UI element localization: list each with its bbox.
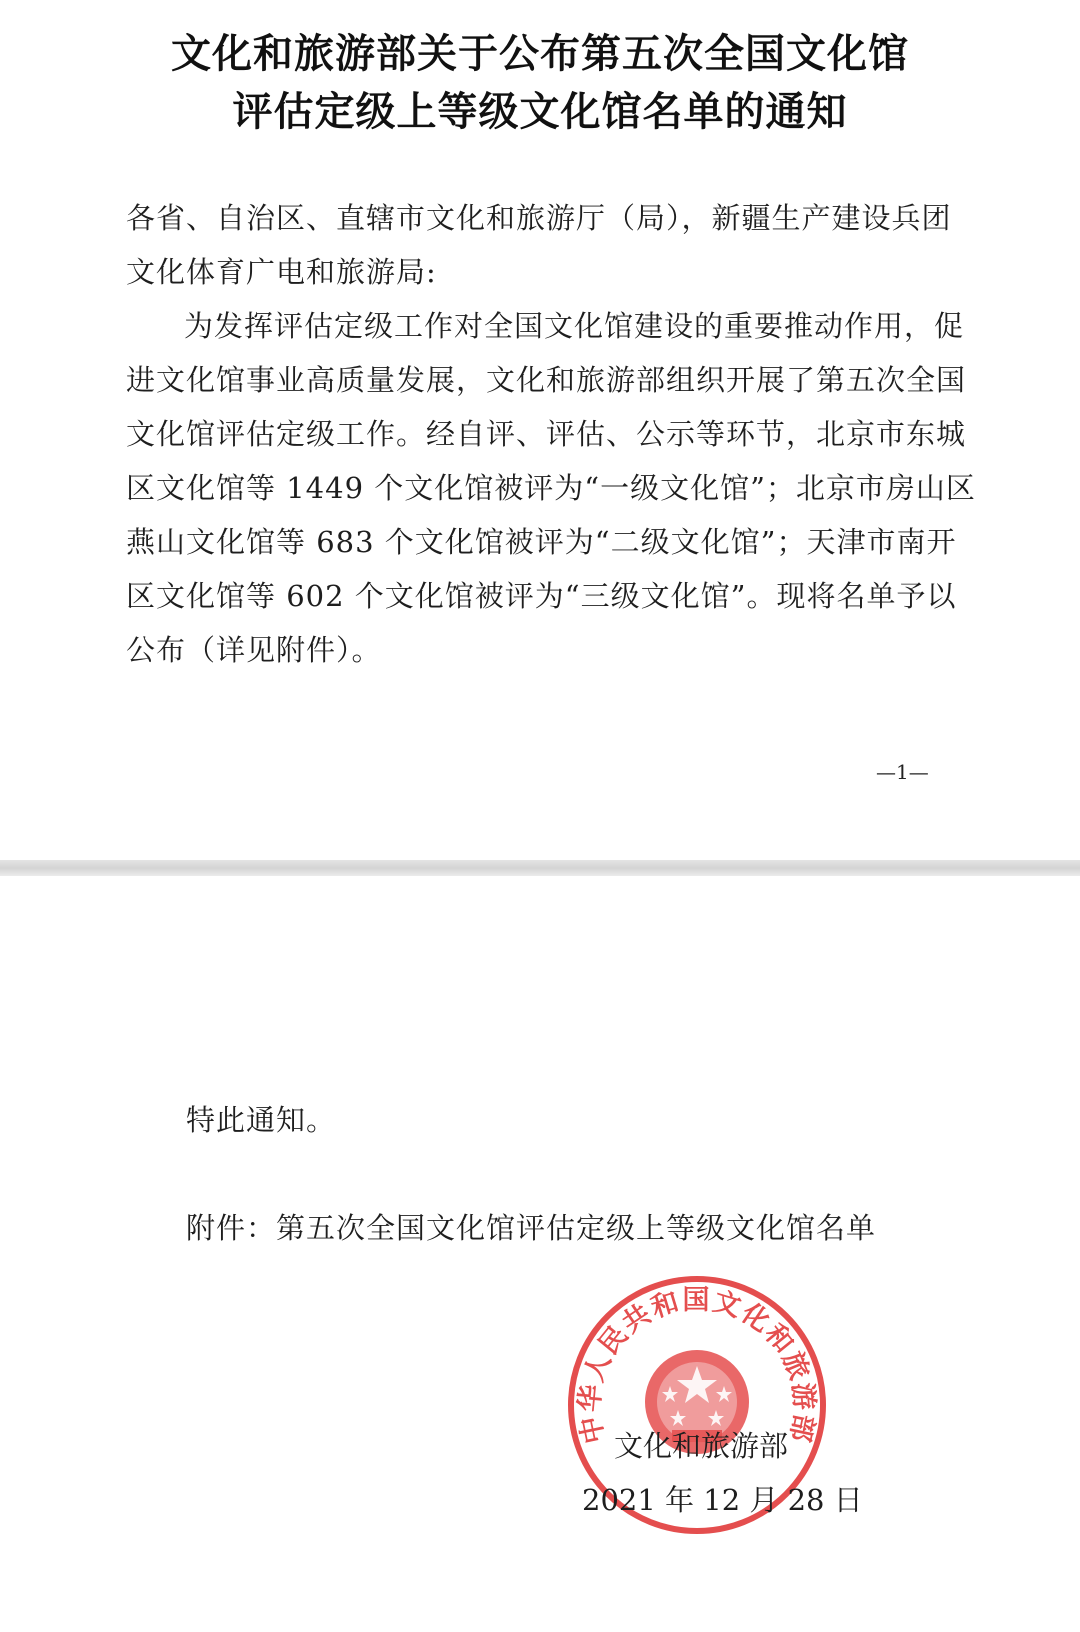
body-line-4: 区文化馆等 1449 个文化馆被评为“一级文化馆”；北京市房山区 bbox=[126, 471, 976, 505]
salutation-line-1: 各省、自治区、直辖市文化和旅游厅（局），新疆生产建设兵团 bbox=[126, 201, 952, 235]
document-page-2 bbox=[0, 876, 1080, 1632]
body-line-2: 进文化馆事业高质量发展，文化和旅游部组织开展了第五次全国 bbox=[126, 363, 967, 397]
body-line-7: 公布（详见附件）。 bbox=[126, 633, 382, 667]
body-line-5: 燕山文化馆等 683 个文化馆被评为“二级文化馆”；天津市南开 bbox=[126, 525, 957, 559]
page-separator bbox=[0, 860, 1080, 876]
body-line-3: 文化馆评估定级工作。经自评、评估、公示等环节，北京市东城 bbox=[126, 417, 967, 451]
attachment-line: 附件：第五次全国文化馆评估定级上等级文化馆名单 bbox=[186, 1211, 877, 1245]
seal-text: 中华人民共和国文化和旅游部 bbox=[574, 1284, 820, 1447]
closing-text: 特此通知。 bbox=[186, 1103, 337, 1137]
document-title-line-2: 评估定级上等级文化馆名单的通知 bbox=[232, 89, 848, 135]
issuer-name: 文化和旅游部 bbox=[614, 1429, 789, 1463]
document-title-line-1: 文化和旅游部关于公布第五次全国文化馆 bbox=[171, 31, 909, 77]
salutation-line-2: 文化体育广电和旅游局: bbox=[126, 255, 437, 289]
body-line-1: 为发挥评估定级工作对全国文化馆建设的重要推动作用，促 bbox=[184, 309, 965, 343]
page-number: —1— bbox=[876, 760, 929, 784]
body-line-6: 区文化馆等 602 个文化馆被评为“三级文化馆”。现将名单予以 bbox=[126, 579, 957, 613]
issue-date: 2021 年 12 月 28 日 bbox=[582, 1483, 863, 1517]
